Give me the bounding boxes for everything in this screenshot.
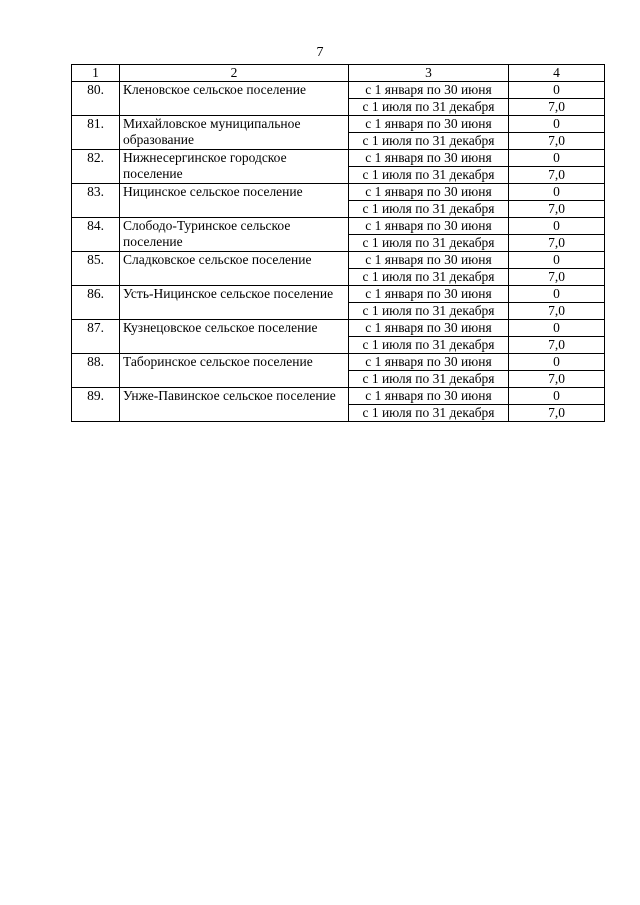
row-number: 84.: [72, 218, 120, 252]
table-row: [72, 150, 605, 167]
rate-second-half: 7,0: [509, 235, 605, 252]
period-second-half: с 1 июля по 31 декабря: [349, 201, 509, 218]
rate-second-half: 7,0: [509, 133, 605, 150]
table-row: [72, 320, 605, 337]
rate-first-half: 0: [509, 218, 605, 235]
period-first-half: с 1 января по 30 июня: [349, 82, 509, 99]
period-second-half: с 1 июля по 31 декабря: [349, 269, 509, 286]
row-number: 80.: [72, 82, 120, 116]
period-second-half: с 1 июля по 31 декабря: [349, 303, 509, 320]
table-row: [72, 286, 605, 303]
municipality-name: Михайловское муниципальное образование: [120, 116, 349, 150]
rates-table: [71, 64, 605, 422]
municipality-name: Усть-Ницинское сельское поселение: [120, 286, 349, 320]
period-first-half: с 1 января по 30 июня: [349, 354, 509, 371]
period-first-half: с 1 января по 30 июня: [349, 150, 509, 167]
table-row: [72, 82, 605, 99]
period-first-half: с 1 января по 30 июня: [349, 218, 509, 235]
row-number: 87.: [72, 320, 120, 354]
row-number: 89.: [72, 388, 120, 422]
page-number: 7: [316, 45, 324, 60]
rate-second-half: 7,0: [509, 167, 605, 184]
table-row: [72, 354, 605, 371]
table-row: [72, 252, 605, 269]
row-number: 88.: [72, 354, 120, 388]
period-first-half: с 1 января по 30 июня: [349, 184, 509, 201]
row-number: 83.: [72, 184, 120, 218]
table-row: [72, 388, 605, 405]
rate-first-half: 0: [509, 116, 605, 133]
column-header-4: 4: [509, 65, 605, 82]
period-first-half: с 1 января по 30 июня: [349, 286, 509, 303]
table-row: [72, 218, 605, 235]
period-first-half: с 1 января по 30 июня: [349, 388, 509, 405]
rate-first-half: 0: [509, 286, 605, 303]
rate-first-half: 0: [509, 354, 605, 371]
period-second-half: с 1 июля по 31 декабря: [349, 337, 509, 354]
rate-first-half: 0: [509, 320, 605, 337]
row-number: 86.: [72, 286, 120, 320]
rate-second-half: 7,0: [509, 405, 605, 422]
municipality-name: Кленовское сельское поселение: [120, 82, 349, 116]
rate-second-half: 7,0: [509, 371, 605, 388]
column-header-3: 3: [349, 65, 509, 82]
municipality-name: Нижнесергинское городское поселение: [120, 150, 349, 184]
period-first-half: с 1 января по 30 июня: [349, 320, 509, 337]
period-second-half: с 1 июля по 31 декабря: [349, 133, 509, 150]
rate-first-half: 0: [509, 82, 605, 99]
rate-second-half: 7,0: [509, 337, 605, 354]
municipality-name: Сладковское сельское поселение: [120, 252, 349, 286]
rate-first-half: 0: [509, 388, 605, 405]
period-first-half: с 1 января по 30 июня: [349, 252, 509, 269]
municipality-name: Таборинское сельское поселение: [120, 354, 349, 388]
row-number: 85.: [72, 252, 120, 286]
rate-second-half: 7,0: [509, 201, 605, 218]
period-second-half: с 1 июля по 31 декабря: [349, 167, 509, 184]
municipality-name: Унже-Павинское сельское поселение: [120, 388, 349, 422]
column-header-2: 2: [120, 65, 349, 82]
period-second-half: с 1 июля по 31 декабря: [349, 235, 509, 252]
period-first-half: с 1 января по 30 июня: [349, 116, 509, 133]
row-number: 82.: [72, 150, 120, 184]
rate-first-half: 0: [509, 150, 605, 167]
row-number: 81.: [72, 116, 120, 150]
header-row: [72, 65, 605, 82]
column-header-1: 1: [72, 65, 120, 82]
rate-second-half: 7,0: [509, 269, 605, 286]
table-row: [72, 184, 605, 201]
municipality-name: Кузнецовское сельское поселение: [120, 320, 349, 354]
rate-first-half: 0: [509, 252, 605, 269]
table-body: [72, 82, 605, 422]
period-second-half: с 1 июля по 31 декабря: [349, 99, 509, 116]
municipality-name: Ницинское сельское поселение: [120, 184, 349, 218]
municipality-name: Слободо-Туринское сельское поселение: [120, 218, 349, 252]
rate-second-half: 7,0: [509, 99, 605, 116]
period-second-half: с 1 июля по 31 декабря: [349, 405, 509, 422]
rate-second-half: 7,0: [509, 303, 605, 320]
table-row: [72, 116, 605, 133]
period-second-half: с 1 июля по 31 декабря: [349, 371, 509, 388]
rate-first-half: 0: [509, 184, 605, 201]
